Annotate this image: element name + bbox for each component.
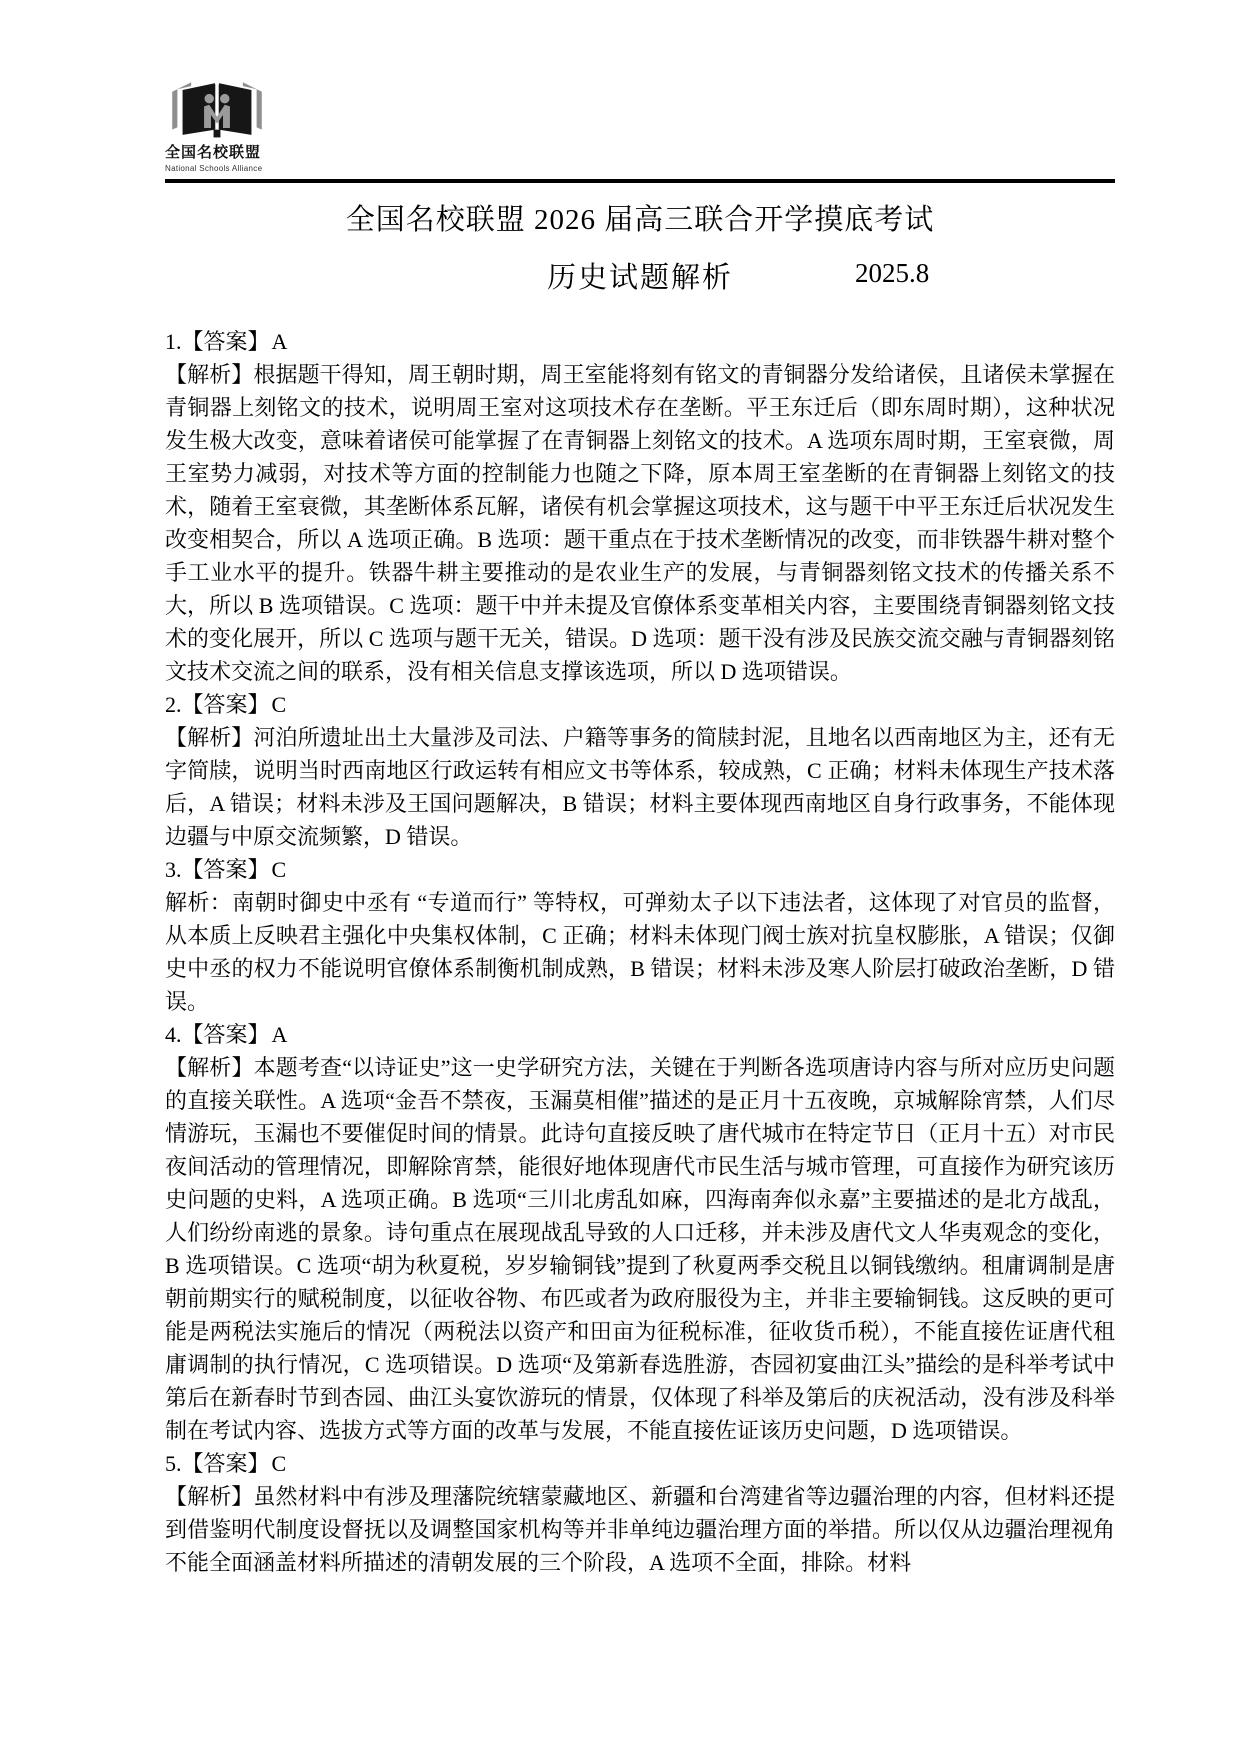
logo-org-name: 全国名校联盟 — [165, 144, 262, 161]
answer-line — [165, 853, 1115, 886]
subtitle-row — [165, 255, 1115, 295]
question-number: 3. — [165, 857, 182, 882]
analysis-text: 【解析】根据题干得知，周王朝时期，周王室能将刻有铭文的青铜器分发给诸侯，且诸侯未掌握在青铜器上刻铭文的技术，说明周王室对这项技术存在垄断。平王东迁后（即东周时期），这种状况发生极大改变，意味着诸侯可能掌握了在青铜器上刻铭文的技术。A 选项东周时期，王室衰微，周王室势力减弱，对技术等方面的控制能力也随之下降，原本周王室垄断的在青铜器上刻铭文的技术，随着王室衰微，其垄断体系瓦解，诸侯有机会掌握这项技术，这与题干中平王东迁后状况发生改变相契合，所以 A 选项正确。B 选项：题干重点在于技术垄断情况的改变，而非铁器牛耕对整个手工业水平的提升。铁器牛耕主要推动的是农业生产的发展，与青铜器刻铭文技术的传播关系不大，所以 B 选项错误。C 选项：题干中并未提及官僚体系变革相关内容，主要围绕青铜器刻铭文技术的变化展开，所以 C 选项与题干无关，错误。D 选项：题干没有涉及民族交流交融与青铜器刻铭文技术交流之间的联系，没有相关信息支撑该选项，所以 D 选项错误。 — [165, 362, 1115, 684]
logo-org-name-en: National Schools Alliance — [165, 164, 263, 173]
analysis-text: 【解析】河泊所遗址出土大量涉及司法、户籍等事务的简牍封泥，且地名以西南地区为主，还有无字简牍，说明当时西南地区行政运转有相应文书等体系，较成熟，C 正确；材料未体现生产技术落后，A 错误；材料未涉及王国问题解决，B 错误；材料主要体现西南地区自身行政事务，不能体现边疆与中原交流频繁，D 错误。 — [165, 725, 1115, 849]
answer-letter: C — [271, 1451, 287, 1476]
analysis-text: 【解析】虽然材料中有涉及理藩院统辖蒙藏地区、新疆和台湾建省等边疆治理的内容，但材料还提到借鉴明代制度设督抚以及调整国家机构等并非单纯边疆治理方面的举措。所以仅从边疆治理视角不能全面涵盖材料所描述的清朝发展的三个阶段，A 选项不全面，排除。材料 — [165, 1484, 1115, 1575]
answer-item-1 — [165, 325, 1115, 688]
answer-line — [165, 1018, 1115, 1051]
answer-item-2 — [165, 688, 1115, 853]
question-number: 1. — [165, 329, 182, 354]
analysis-text: 【解析】本题考查“以诗证史”这一史学研究方法，关键在于判断各选项唐诗内容与所对应历史问题的直接关联性。A 选项“金吾不禁夜，玉漏莫相催”描述的是正月十五夜晚，京城解除宵禁，人们尽情游玩，玉漏也不要催促时间的情景。此诗句直接反映了唐代城市在特定节日（正月十五）对市民夜间活动的管理情况，即解除宵禁，能很好地体现唐代市民生活与城市管理，可直接作为研究该历史问题的史料，A 选项正确。B 选项“三川北虏乱如麻，四海南奔似永嘉”主要描述的是北方战乱，人们纷纷南逃的景象。诗句重点在展现战乱导致的人口迁移，并未涉及唐代文人华夷观念的变化，B 选项错误。C 选项“胡为秋夏税，岁岁输铜钱”提到了秋夏两季交税且以铜钱缴纳。租庸调制是唐朝前期实行的赋税制度，以征收谷物、布匹或者为政府服役为主，并非主要输铜钱。这反映的更可能是两税法实施后的情况（两税法以资产和田亩为征税标准，征收货币税），不能直接佐证唐代租庸调制的执行情况，C 选项错误。D 选项“及第新春选胜游，杏园初宴曲江头”描绘的是科举考试中第后在新春时节到杏园、曲江头宴饮游玩的情景，仅体现了科举及第后的庆祝活动，没有涉及科举制在考试内容、选拔方式等方面的改革与发展，不能直接佐证该历史问题，D 选项错误。 — [165, 1055, 1115, 1443]
question-number: 4. — [165, 1022, 182, 1047]
answer-item-4 — [165, 1018, 1115, 1447]
paper-subtitle: 历史试题解析 — [546, 262, 733, 294]
answer-line — [165, 688, 1115, 721]
answer-label: 【答案】 — [181, 1451, 270, 1476]
logo — [165, 78, 315, 173]
answer-label: 【答案】 — [181, 857, 270, 882]
answer-letter: A — [271, 329, 288, 354]
answers-section — [165, 325, 1115, 1579]
answer-item-5 — [165, 1447, 1115, 1579]
answer-label: 【答案】 — [181, 1022, 270, 1047]
answer-letter: C — [271, 692, 287, 717]
answer-letter: A — [271, 1022, 288, 1047]
answer-label: 【答案】 — [181, 329, 270, 354]
exam-title: 全国名校联盟 2026 届高三联合开学摸底考试 — [345, 204, 935, 236]
analysis-text: 解析：南朝时御史中丞有 “专道而行” 等特权，可弹劾太子以下违法者，这体现了对官员的监督，从本质上反映君主强化中央集权体制，C 正确；材料未体现门阀士族对抗皇权膨胀，A 错误；仅御史中丞的权力不能说明官僚体系制衡机制成熟，B 错误；材料未涉及寒人阶层打破政治垄断，D 错误。 — [165, 890, 1115, 1014]
answer-line — [165, 325, 1115, 358]
answer-label: 【答案】 — [181, 692, 270, 717]
open-book-logo-icon — [169, 78, 265, 140]
question-number: 2. — [165, 692, 182, 717]
exam-date: 2025.8 — [855, 258, 930, 288]
question-number: 5. — [165, 1451, 182, 1476]
answer-item-3 — [165, 853, 1115, 1018]
answer-letter: C — [271, 857, 287, 882]
page-header — [165, 78, 1115, 183]
answer-line — [165, 1447, 1115, 1480]
header-divider — [165, 179, 1115, 183]
